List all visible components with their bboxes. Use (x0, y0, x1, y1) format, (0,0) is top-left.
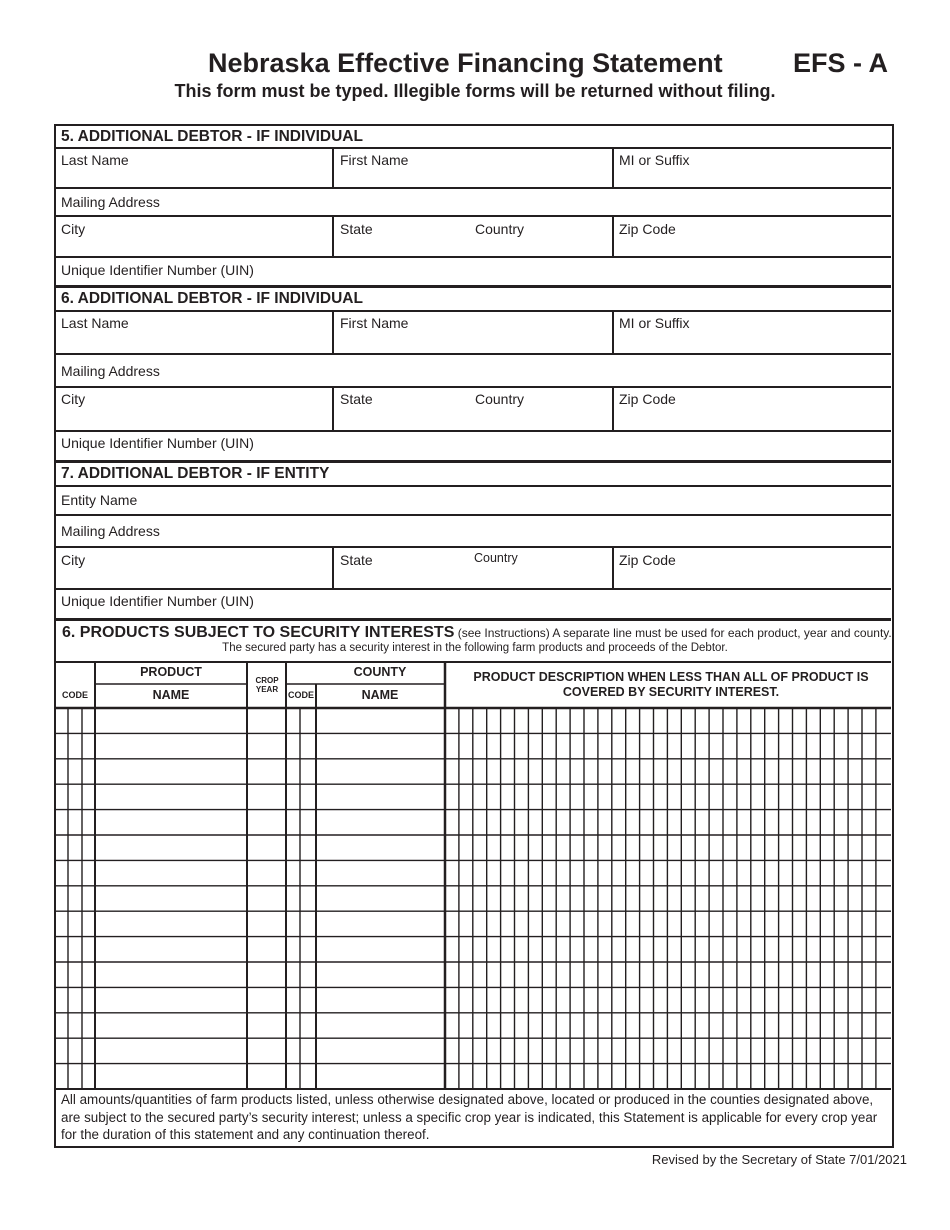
section5-state-field[interactable]: State (340, 221, 373, 237)
section6a-country-field[interactable]: Country (475, 391, 525, 407)
section5-mi-suffix-field[interactable]: MI or Suffix (619, 152, 690, 168)
section5-city-field[interactable]: City (61, 221, 86, 237)
section6a-first-name-field[interactable]: First Name (340, 315, 409, 331)
section5-zip-field[interactable]: Zip Code (619, 221, 676, 237)
county-name-header: NAME (361, 688, 399, 702)
crop-year-header-year: YEAR (255, 685, 279, 694)
section7-city-field[interactable]: City (61, 552, 86, 568)
section7-heading: 7. ADDITIONAL DEBTOR - IF ENTITY (61, 465, 330, 482)
products-subheading: The secured party has a security interest in the following farm products and proceeds of the Debtor. (222, 642, 728, 654)
section5-first-name-field[interactable]: First Name (340, 152, 409, 168)
section5-uin-field[interactable]: Unique Identifier Number (UIN) (61, 262, 254, 278)
product-column-header: PRODUCT (140, 665, 202, 679)
products-heading-note: (see Instructions) A separate line must be used for each product, year and county. (457, 626, 892, 640)
county-column-header: COUNTY (353, 665, 407, 679)
section6a-zip-field[interactable]: Zip Code (619, 391, 676, 407)
crop-year-header-crop: CROP (255, 676, 279, 685)
section6a-last-name-field[interactable]: Last Name (61, 315, 129, 331)
form-subtitle: This form must be typed. Illegible forms will be returned without filing. (174, 81, 776, 101)
section7-uin-field[interactable]: Unique Identifier Number (UIN) (61, 593, 254, 609)
section6a-uin-field[interactable]: Unique Identifier Number (UIN) (61, 435, 254, 451)
footer-note: All amounts/quantities of farm products listed, unless otherwise designated above, located or produced in the counties designated above, are subject to the secured party’s security interest; unless a specific crop year is indicated, this Statement is applicable for every crop year for the duration of this statement and any continuation thereof. (61, 1092, 878, 1142)
section6a-mailing-address-field[interactable]: Mailing Address (61, 363, 160, 379)
section6a-heading: 6. ADDITIONAL DEBTOR - IF INDIVIDUAL (61, 290, 363, 307)
county-code-header: CODE (287, 690, 314, 700)
section5-country-field[interactable]: Country (475, 221, 525, 237)
section5-last-name-field[interactable]: Last Name (61, 152, 129, 168)
section7-entity-name-field[interactable]: Entity Name (61, 492, 138, 508)
section6a-city-field[interactable]: City (61, 391, 86, 407)
section6a-mi-suffix-field[interactable]: MI or Suffix (619, 315, 690, 331)
section7-zip-field[interactable]: Zip Code (619, 552, 676, 568)
section7-state-field[interactable]: State (340, 552, 373, 568)
section5-mailing-address-field[interactable]: Mailing Address (61, 194, 160, 210)
description-column-header: PRODUCT DESCRIPTION WHEN LESS THAN ALL OF PRODUCT IS COVERED BY SECURITY INTEREST. (473, 670, 869, 699)
products-heading-title: 6. PRODUCTS SUBJECT TO SECURITY INTERESTS (62, 624, 455, 641)
section7-country-field[interactable]: Country (474, 551, 518, 565)
form-id: EFS - A (793, 48, 889, 78)
product-code-header: CODE (61, 690, 88, 700)
section7-mailing-address-field[interactable]: Mailing Address (61, 523, 160, 539)
product-name-header: NAME (152, 688, 190, 702)
revised-date: Revised by the Secretary of State 7/01/2021 (651, 1152, 907, 1167)
section6a-state-field[interactable]: State (340, 391, 373, 407)
form-title: Nebraska Effective Financing Statement (208, 48, 723, 78)
section5-heading: 5. ADDITIONAL DEBTOR - IF INDIVIDUAL (61, 128, 363, 145)
